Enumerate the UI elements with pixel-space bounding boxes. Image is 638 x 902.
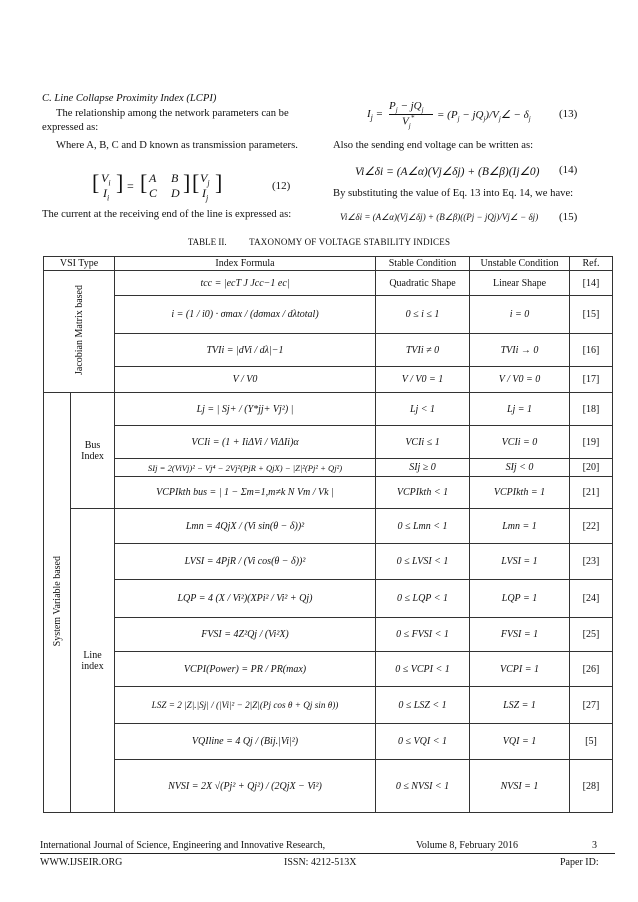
unstable-cell: LSZ = 1 [470, 687, 570, 724]
stable-cell: 0 ≤ LSZ < 1 [376, 687, 470, 724]
unstable-cell: NVSI = 1 [470, 760, 570, 813]
ref-cell: [24] [570, 580, 613, 618]
stable-cell: V / V0 = 1 [376, 367, 470, 393]
formula-cell: Lj = | Sj+ / (Y*jj+ Vj²) | [115, 393, 376, 426]
footer-page-number: 3 [592, 840, 597, 851]
right-paragraph-2: By substituting the value of Eq. 13 into Eq. 14, we have: [333, 188, 574, 199]
ref-cell: [25] [570, 618, 613, 652]
formula-cell: VCPIkth bus = | 1 − Σm=1,m≠k N Vm / Vk | [115, 477, 376, 509]
ref-cell: [17] [570, 367, 613, 393]
stable-cell: 0 ≤ NVSI < 1 [376, 760, 470, 813]
equation-15-number: (15) [559, 211, 578, 223]
stable-cell: 0 ≤ FVSI < 1 [376, 618, 470, 652]
formula-cell: V / V0 [115, 367, 376, 393]
footer-paper-id: Paper ID: [560, 857, 599, 868]
stable-cell: 0 ≤ i ≤ 1 [376, 296, 470, 334]
equation-12-number: (12) [272, 180, 291, 192]
equation-15: Vi∠δi = (A∠α)(Vj∠δj) + (B∠β)((Pj − jQj)/Vj∠ − δj) [340, 212, 539, 222]
unstable-cell: V / V0 = 0 [470, 367, 570, 393]
table-row [44, 618, 613, 652]
group-jacobian: Jacobian Matrix based [44, 271, 115, 393]
table-row [44, 580, 613, 618]
table-row [44, 367, 613, 393]
table-row [44, 296, 613, 334]
table-row [44, 334, 613, 367]
ref-cell: [26] [570, 652, 613, 687]
left-paragraph-2: Where A, B, C and D known as transmission parameters. [56, 140, 298, 151]
table-row [44, 760, 613, 813]
ref-cell: [15] [570, 296, 613, 334]
table-row [44, 724, 613, 760]
formula-cell: VCIi = (1 + IiΔVi / ViΔIi)α [115, 426, 376, 459]
table-row [44, 652, 613, 687]
unstable-cell: FVSI = 1 [470, 618, 570, 652]
unstable-cell: SIj < 0 [470, 459, 570, 477]
formula-cell: i = (1 / i0) · σmax / (dσmax / dλtotal) [115, 296, 376, 334]
header-unstable-condition: Unstable Condition [470, 257, 570, 271]
unstable-cell: TVIi → 0 [470, 334, 570, 367]
table-header-row [44, 257, 613, 271]
equation-13-number: (13) [559, 108, 578, 120]
stable-cell: 0 ≤ Lmn < 1 [376, 509, 470, 544]
unstable-cell: VCPIkth = 1 [470, 477, 570, 509]
unstable-cell: VQI = 1 [470, 724, 570, 760]
unstable-cell: Lmn = 1 [470, 509, 570, 544]
ref-cell: [28] [570, 760, 613, 813]
formula-cell: VQIline = 4 Qj / (Bij.|Vi|²) [115, 724, 376, 760]
stable-cell: 0 ≤ LVSI < 1 [376, 544, 470, 580]
formula-cell: SIj = 2(ViVj)² − Vj⁴ − 2Vj²(PjR + QjX) − |Z|²(Pj² + Qj²) [115, 459, 376, 477]
formula-cell: LQP = 4 (X / Vi²)(XPi² / Vi² + Qj) [115, 580, 376, 618]
subgroup-line-index: Line index [71, 509, 115, 813]
unstable-cell: LQP = 1 [470, 580, 570, 618]
stable-cell: 0 ≤ VQI < 1 [376, 724, 470, 760]
equation-12: [ $V_i$ $I_i$ ] = [ A B C D ] [ $V_j$ $I_j$ ] (12) [92, 170, 291, 203]
left-paragraph-3: The current at the receiving end of the line is expressed as: [42, 209, 292, 220]
left-paragraph-1: The relationship among the network parameters can be expressed as: [42, 108, 289, 133]
unstable-cell: VCPI = 1 [470, 652, 570, 687]
table-row [44, 687, 613, 724]
right-paragraph-1: Also the sending end voltage can be written as: [333, 140, 534, 151]
equation-14: Vi∠δi = (A∠α)(Vj∠δj) + (B∠β)(Ij∠0) [355, 166, 540, 178]
stable-cell: Quadratic Shape [376, 271, 470, 296]
formula-cell: tcc = |ecT J Jcc−1 ec| [115, 271, 376, 296]
table-row [44, 544, 613, 580]
table-row [44, 393, 613, 426]
table-row [44, 459, 613, 477]
formula-cell: NVSI = 2X √(Pj² + Qj²) / (2QjX − Vi²) [115, 760, 376, 813]
table-row [44, 426, 613, 459]
footer-issn: ISSN: 4212-513X [284, 857, 357, 868]
table-row [44, 271, 613, 296]
header-vsi-type: VSI Type [44, 257, 115, 271]
ref-cell: [14] [570, 271, 613, 296]
unstable-cell: VCIi = 0 [470, 426, 570, 459]
table-caption-number: TABLE II. [187, 237, 227, 247]
header-index-formula: Index Formula [115, 257, 376, 271]
formula-cell: VCPI(Power) = PR / PR(max) [115, 652, 376, 687]
formula-cell: FVSI = 4Z²Qj / (Vi²X) [115, 618, 376, 652]
ref-cell: [19] [570, 426, 613, 459]
vsi-table [43, 256, 613, 813]
unstable-cell: Linear Shape [470, 271, 570, 296]
formula-cell: TVIi = |dVi / dλ|−1 [115, 334, 376, 367]
ref-cell: [22] [570, 509, 613, 544]
footer-rule [40, 853, 615, 854]
equation-13: $I_j$ = $P_j - jQ_j$ $V_j^*$ = ($P_j$ − $jQ_j)/V_j\angle - \delta_j$ (13) [367, 100, 578, 130]
stable-cell: SIj ≥ 0 [376, 459, 470, 477]
section-heading: C. Line Collapse Proximity Index (LCPI) [42, 93, 217, 104]
ref-cell: [21] [570, 477, 613, 509]
group-system-variable: System Variable based [44, 393, 71, 813]
header-stable-condition: Stable Condition [376, 257, 470, 271]
table-caption [0, 237, 638, 247]
unstable-cell: Lj = 1 [470, 393, 570, 426]
stable-cell: Lj < 1 [376, 393, 470, 426]
ref-cell: [20] [570, 459, 613, 477]
unstable-cell: LVSI = 1 [470, 544, 570, 580]
ref-cell: [16] [570, 334, 613, 367]
table-row [44, 509, 613, 544]
stable-cell: VCPIkth < 1 [376, 477, 470, 509]
stable-cell: VCIi ≤ 1 [376, 426, 470, 459]
stable-cell: TVIi ≠ 0 [376, 334, 470, 367]
table-row [44, 477, 613, 509]
table-caption-text: TAXONOMY OF VOLTAGE STABILITY INDICES [249, 237, 451, 247]
formula-cell: LSZ = 2 |Z|.|Sj| / (|Vi|² − 2|Z|(Pj cos θ + Qj sin θ)) [115, 687, 376, 724]
ref-cell: [5] [570, 724, 613, 760]
formula-cell: Lmn = 4QjX / (Vi sin(θ − δ))² [115, 509, 376, 544]
subgroup-bus-index: Bus Index [71, 393, 115, 509]
unstable-cell: i = 0 [470, 296, 570, 334]
header-ref: Ref. [570, 257, 613, 271]
footer-journal: International Journal of Science, Engineering and Innovative Research, [40, 840, 326, 851]
ref-cell: [23] [570, 544, 613, 580]
ref-cell: [27] [570, 687, 613, 724]
footer-website: WWW.IJSEIR.ORG [40, 857, 123, 868]
stable-cell: 0 ≤ LQP < 1 [376, 580, 470, 618]
equation-14-number: (14) [559, 164, 578, 176]
stable-cell: 0 ≤ VCPI < 1 [376, 652, 470, 687]
footer-volume: Volume 8, February 2016 [416, 840, 519, 851]
formula-cell: LVSI = 4PjR / (Vi cos(θ − δ))² [115, 544, 376, 580]
ref-cell: [18] [570, 393, 613, 426]
